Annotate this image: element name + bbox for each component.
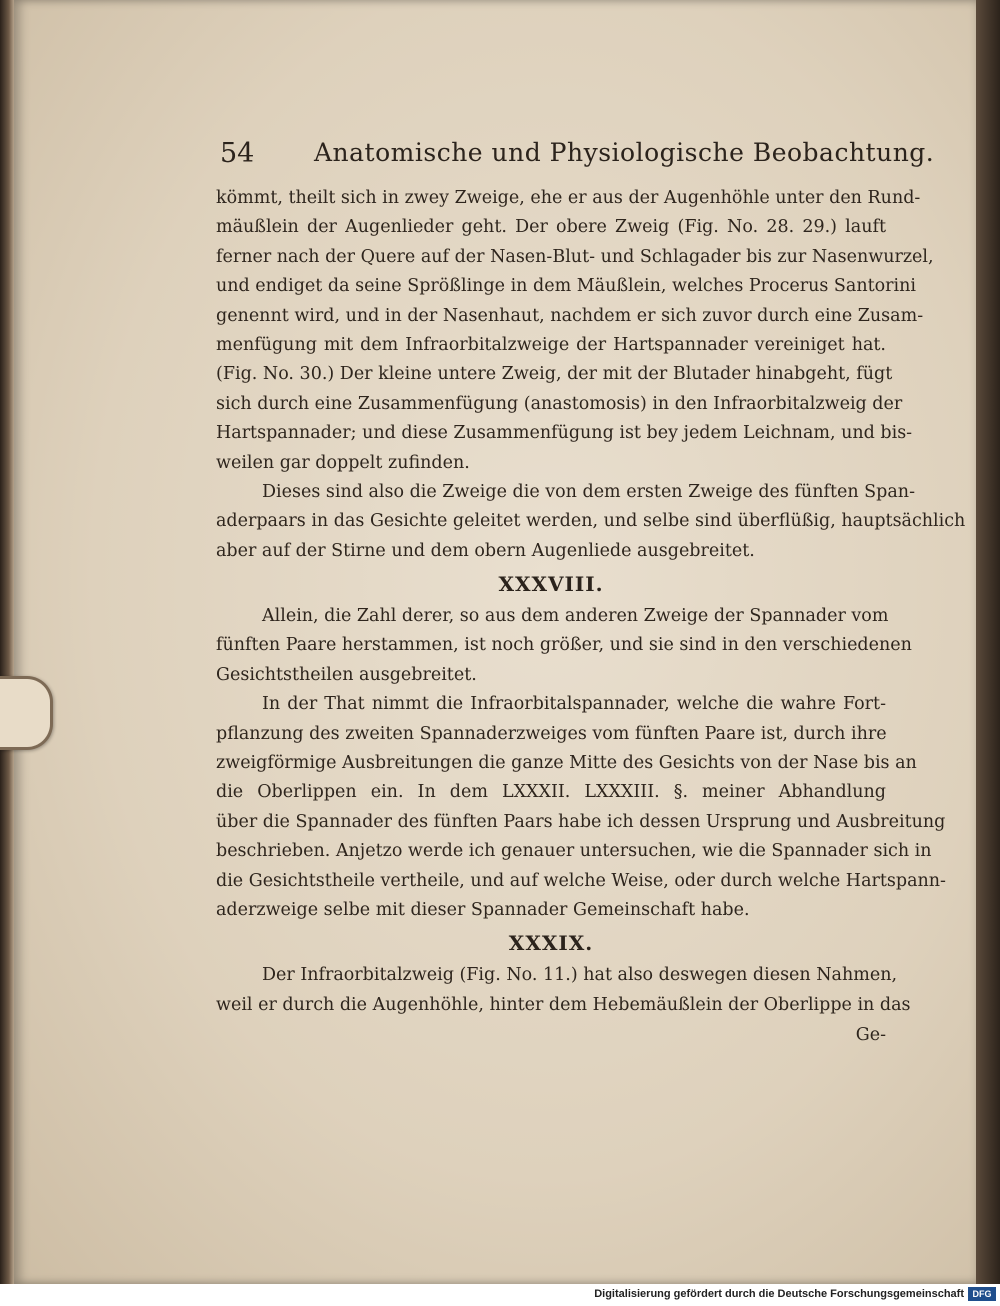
text-line: In der That nimmt die Infraorbitalspannader, welche die wahre Fort-	[262, 694, 886, 715]
text-line: Allein, die Zahl derer, so aus dem anderen Zweige der Spannader vom	[262, 606, 889, 627]
dfg-logo: DFG	[968, 1287, 996, 1301]
text-line: zweigförmige Ausbreitungen die ganze Mitte des Gesichts von der Nase bis an	[216, 753, 917, 774]
text-line: sich durch eine Zusammenfügung (anastomosis) in den Infraorbitalzweig der	[216, 393, 903, 414]
text-line: Gesichtstheilen ausgebreitet.	[216, 664, 477, 685]
section-heading: XXXVIII.	[498, 572, 604, 597]
bookmark-clip	[0, 676, 53, 750]
text-line: menfügung mit dem Infraorbitalzweige der Hartspannader vereiniget hat.	[216, 334, 886, 355]
running-title: Anatomische und Physiologische Beobachtung.	[314, 138, 935, 167]
text-line: pflanzung des zweiten Spannaderzweiges vom fünften Paare ist, durch ihre	[216, 723, 887, 744]
text-line: Der Infraorbitalzweig (Fig. No. 11.) hat also deswegen diesen Nahmen,	[262, 965, 898, 986]
text-line: weil er durch die Augenhöhle, hinter dem Hebemäußlein der Oberlippe in das	[216, 994, 911, 1015]
text-line: (Fig. No. 30.) Der kleine untere Zweig, der mit der Blutader hinabgeht, fügt	[216, 364, 893, 385]
text-line: die Gesichtstheile vertheile, und auf welche Weise, oder durch welche Hartspann-	[216, 870, 946, 891]
text-line: über die Spannader des fünften Paars habe ich dessen Ursprung und Ausbreitung	[216, 811, 946, 832]
footer-bar	[0, 1284, 1000, 1306]
text-line: ferner nach der Quere auf der Nasen-Blut- und Schlagader bis zur Nasenwurzel,	[216, 246, 934, 267]
paragraph	[216, 602, 912, 690]
text-line: genennt wird, und in der Nasenhaut, nachdem er sich zuvor durch eine Zusam-	[216, 305, 924, 326]
text-line: mäußlein der Augenlieder geht. Der obere Zweig (Fig. No. 28. 29.) lauft	[216, 217, 886, 238]
text-line: weilen gar doppelt zufinden.	[216, 452, 470, 473]
paragraph	[216, 961, 911, 1020]
text-line: die Oberlippen ein. In dem LXXXII. LXXXIII. §. meiner Abhandlung	[216, 782, 886, 803]
text-line: Dieses sind also die Zweige die von dem ersten Zweige des fünften Span-	[262, 481, 915, 502]
page-number: 54	[220, 138, 255, 169]
section-heading: XXXIX.	[508, 931, 594, 956]
book-right-edge	[976, 0, 1000, 1284]
text-line: fünften Paare herstammen, ist noch größer, und sie sind in den verschiedenen	[216, 635, 912, 656]
text-line: aber auf der Stirne und dem obern Augenliede ausgebreitet.	[216, 540, 755, 561]
text-line: und endiget da seine Sprößlinge in dem Mäußlein, welches Procerus Santorini	[216, 276, 916, 297]
page-header	[220, 132, 935, 172]
paragraph	[216, 184, 934, 478]
paragraph	[216, 690, 946, 925]
text-line: aderpaars in das Gesichte geleitet werden, und selbe sind überflüßig, hauptsächlich	[216, 511, 966, 532]
catchword: Ge-	[855, 1025, 886, 1046]
paragraph	[216, 478, 966, 566]
text-line: beschrieben. Anjetzo werde ich genauer untersuchen, wie die Spannader sich in	[216, 841, 932, 862]
text-line: kömmt, theilt sich in zwey Zweige, ehe er aus der Augenhöhle unter den Rund-	[216, 188, 921, 208]
body-text	[216, 184, 966, 1050]
text-line: aderzweige selbe mit dieser Spannader Gemeinschaft habe.	[216, 899, 750, 920]
text-line: Hartspannader; und diese Zusammenfügung ist bey jedem Leichnam, und bis-	[216, 423, 913, 444]
digitization-credit: Digitalisierung gefördert durch die Deutsche Forschungsgemeinschaft	[594, 1288, 964, 1300]
